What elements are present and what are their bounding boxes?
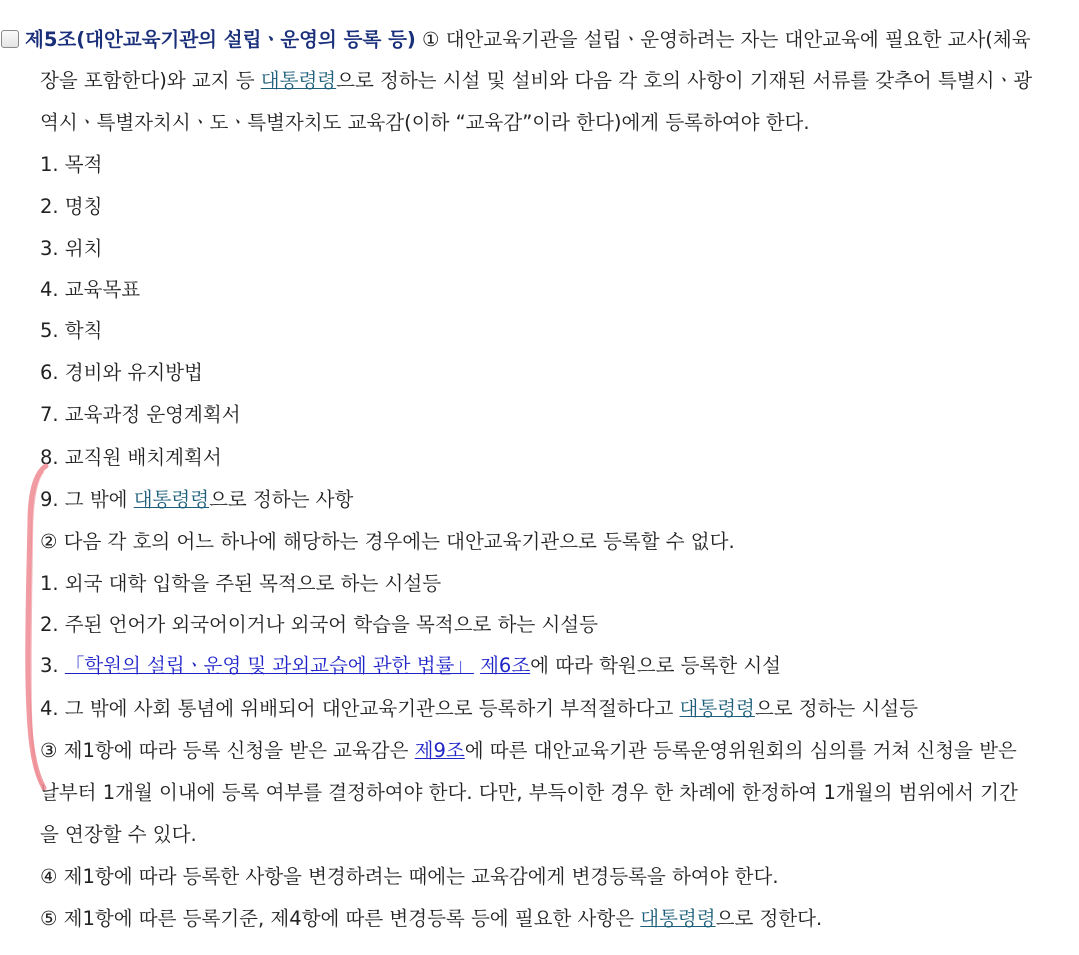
- paragraph-1-line-3: 역시ㆍ특별자치시ㆍ도ㆍ특별자치도 교육감(이하 “교육감”이라 한다)에게 등록하여야 한다.: [40, 111, 810, 134]
- article-6-link[interactable]: 제6조: [480, 654, 531, 677]
- article-first-line: [0, 25, 1031, 55]
- list-item: [40, 694, 918, 724]
- academy-act-link[interactable]: 「학원의 설립ㆍ운영 및 과외교습에 관한 법률」: [64, 654, 474, 677]
- paragraph-5: [40, 904, 822, 934]
- presidential-decree-link[interactable]: 대통령령: [260, 69, 337, 92]
- list-item: 2. 주된 언어가 외국어이거나 외국어 학습을 목적으로 하는 시설등: [40, 613, 598, 636]
- list-item-text: 으로 정하는 사항: [209, 488, 354, 511]
- presidential-decree-link[interactable]: 대통령령: [640, 907, 716, 930]
- paragraph-5-text: ⑤ 제1항에 따른 등록기준, 제4항에 따른 변경등록 등에 필요한 사항은: [40, 907, 641, 930]
- list-item: 2. 명칭: [40, 195, 103, 218]
- list-item: 5. 학칙: [40, 319, 103, 342]
- list-item-text: 4. 그 밖에 사회 통념에 위배되어 대안교육기관으로 등록하기 부적절하다고: [40, 697, 680, 720]
- paragraph-5-text: 으로 정한다.: [715, 907, 823, 930]
- article-title: 제5조(대안교육기관의 설립ㆍ운영의 등록 등): [25, 28, 416, 51]
- list-item: 7. 교육과정 운영계획서: [40, 403, 241, 426]
- paragraph-3-line-1: [40, 736, 1017, 766]
- paragraph-3-text: 에 따른 대안교육기관 등록운영위원회의 심의를 거쳐 신청을 받은: [464, 739, 1017, 762]
- article-9-link[interactable]: 제9조: [414, 739, 465, 762]
- paragraph-3-line-2: 날부터 1개월 이내에 등록 여부를 결정하여야 한다. 다만, 부득이한 경우 한 차례에 한정하여 1개월의 범위에서 기간: [40, 781, 1018, 804]
- list-item: 6. 경비와 유지방법: [40, 361, 203, 384]
- paragraph-2-intro: ② 다음 각 호의 어느 하나에 해당하는 경우에는 대안교육기관으로 등록할 수 없다.: [40, 530, 735, 553]
- list-item-text: 3.: [40, 654, 65, 677]
- article-checkbox[interactable]: [1, 30, 19, 48]
- list-item: 4. 교육목표: [40, 278, 141, 301]
- presidential-decree-link[interactable]: 대통령령: [679, 697, 755, 720]
- paragraph-1-text: 장을 포함한다)와 교지 등: [40, 69, 261, 92]
- list-item: 1. 외국 대학 입학을 주된 목적으로 하는 시설등: [40, 572, 442, 595]
- paragraph-3-text: ③ 제1항에 따라 등록 신청을 받은 교육감은: [40, 739, 415, 762]
- list-item: 3. 위치: [40, 237, 103, 260]
- paragraph-3-line-3: 을 연장할 수 있다.: [40, 823, 197, 846]
- list-item-text: 9. 그 밖에: [40, 488, 134, 511]
- paragraph-1-text: ① 대안교육기관을 설립ㆍ운영하려는 자는 대안교육에 필요한 교사(체육: [415, 28, 1031, 51]
- list-item: 1. 목적: [40, 153, 103, 176]
- list-item-text: 에 따라 학원으로 등록한 시설: [530, 654, 782, 677]
- presidential-decree-link[interactable]: 대통령령: [133, 488, 210, 511]
- list-item: [40, 651, 781, 681]
- paragraph-1-line-2: [40, 66, 1032, 96]
- paragraph-4: ④ 제1항에 따라 등록한 사항을 변경하려는 때에는 교육감에게 변경등록을 하여야 한다.: [40, 865, 779, 888]
- list-item: 8. 교직원 배치계획서: [40, 446, 222, 469]
- list-item-text: 으로 정하는 시설등: [754, 697, 918, 720]
- paragraph-1-text: 으로 정하는 시설 및 설비와 다음 각 호의 사항이 기재된 서류를 갖추어 특별시ㆍ광: [336, 69, 1033, 92]
- list-item: [40, 485, 353, 515]
